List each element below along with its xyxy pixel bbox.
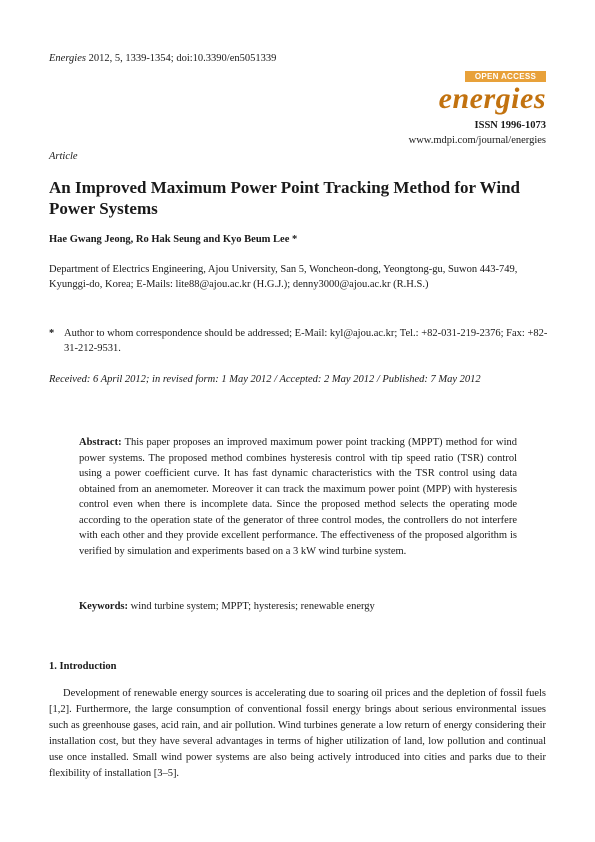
keywords-text: wind turbine system; MPPT; hysteresis; renewable energy xyxy=(128,601,375,612)
abstract xyxy=(79,435,517,559)
correspondence-text: Author to whom correspondence should be addressed; E-Mail: kyl@ajou.ac.kr; Tel.: +82-031-219-2376; Fax: +82-31-212-9531. xyxy=(64,328,548,354)
keywords xyxy=(79,601,517,612)
section-heading: 1. Introduction xyxy=(49,661,117,672)
abstract-text: This paper proposes an improved maximum power point tracking (MPPT) method for wind power systems. The proposed method combines hysteresis control with tip speed ratio (TSR) control using a power coefficient curve. It has fast dynamic characteristics with the TSR control using data obtained from an anemometer. Moreover it can track the maximum power point (MPP) with hysteresis control even when there is incomplete data. Since the proposed method selects the operating mode according to the operation state of the generator of three control modes, the controllers do not interfere with each other and they provide excellent performance. The effectiveness of the proposed algorithm is verified by simulation and experiments based on a 3 kW wind turbine system. xyxy=(79,437,517,557)
journal-url[interactable]: www.mdpi.com/journal/energies xyxy=(408,135,546,146)
journal-name: Energies xyxy=(49,53,86,64)
affiliation: Department of Electrics Engineering, Ajou University, San 5, Woncheon-dong, Yeongtong-gu, Suwon 443-749, Kyunggi-do, Korea; E-Mails: lite88@ajou.ac.kr (H.G.J.); denny3000@ajou.ac.kr (R.H.S.) xyxy=(49,264,518,290)
journal-logo: energies xyxy=(438,82,546,115)
article-type: Article xyxy=(49,151,78,162)
intro-paragraph: Development of renewable energy sources is accelerating due to soaring oil prices and the depletion of fossil fuels [1,2]. Furthermore, the large consumption of conventional fossil energy brings about serious environmental issues such as greenhouse gases, acid rain, and air pollution. Wind turbines generate a low return of energy considering their installation cost, but they have several advantages in terms of higher utilization of land, low pollution and continual use once installed. Small wind power systems are also being actively introduced into cities and parks due to their flexibility of installation [3–5]. xyxy=(49,688,546,779)
issn: ISSN 1996-1073 xyxy=(474,120,546,131)
keywords-label: Keywords: xyxy=(79,601,128,612)
abstract-label: Abstract: xyxy=(79,437,122,448)
author-list: Hae Gwang Jeong, Ro Hak Seung and Kyo Beum Lee * xyxy=(49,234,298,245)
open-access-badge: OPEN ACCESS xyxy=(465,71,546,82)
citation-line xyxy=(49,53,276,64)
correspondence-note xyxy=(49,326,549,356)
correspondence-star: * xyxy=(49,328,55,339)
citation-details: 2012, 5, 1339-1354; doi:10.3390/en5051339 xyxy=(85,53,277,64)
publication-dates: Received: 6 April 2012; in revised form: 1 May 2012 / Accepted: 2 May 2012 / Published: 7 May 2012 xyxy=(49,374,481,385)
article-title: An Improved Maximum Power Point Tracking Method for Wind Power Systems xyxy=(49,178,520,218)
